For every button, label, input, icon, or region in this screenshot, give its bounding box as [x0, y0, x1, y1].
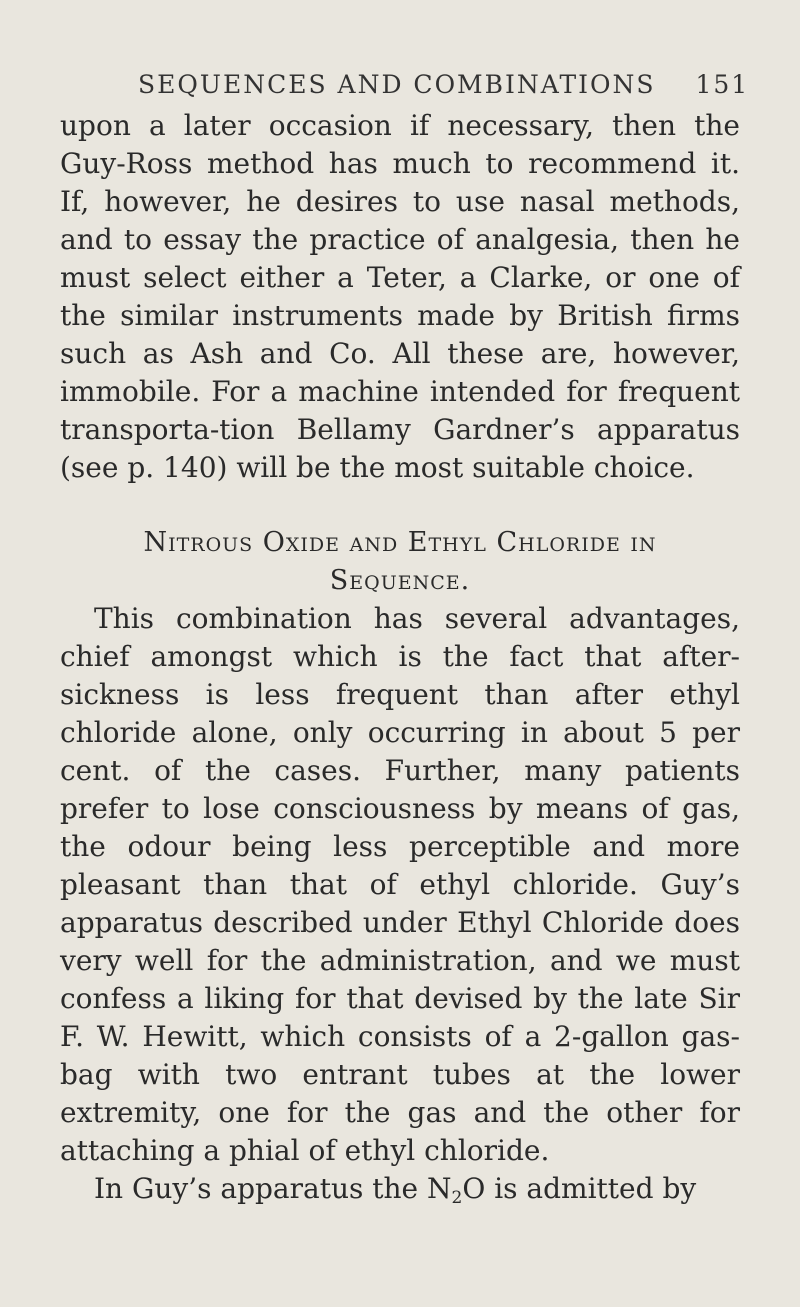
top-paragraph-block — [60, 107, 740, 487]
top-paragraph: upon a later occasion if necessary, then the Guy-Ross method has much to recommend it. If, however, he desires to use nasal methods, and to essay the practice of analgesia, then he must select either a Teter, a Clarke, or one of the similar instruments made by British firms such as Ash and Co. All these are, however, immobile. For a machine intended for frequent transporta-tion Bellamy Gardner’s apparatus (see p. 140) will be the most suitable choice. — [60, 109, 740, 484]
page-number: 151 — [695, 70, 750, 99]
paragraph-2-text-start: In Guy’s apparatus the N — [94, 1172, 452, 1205]
section-body — [60, 600, 740, 1208]
paragraph-2-text-end: O is admitted by — [462, 1172, 697, 1205]
running-head — [138, 70, 750, 99]
section-paragraph-2 — [60, 1170, 740, 1208]
section-heading — [60, 524, 740, 600]
subscript-two: 2 — [451, 1188, 463, 1208]
section-heading-line-2: Sequence. — [329, 565, 471, 596]
section-heading-line-1: Nitrous Oxide and Ethyl Chloride in — [143, 527, 657, 558]
section-paragraph-1: This combination has several advantages, chief amongst which is the fact that after-sickness is less frequent than after ethyl chloride alone, only occurring in about 5 per cent. of the cases. Further, many patients prefer to lose consciousness by means of gas, the odour being less perceptible and more pleasant than that of ethyl chloride. Guy’s apparatus described under Ethyl Chloride does very well for the administration, and we must confess a liking for that devised by the late Sir F. W. Hewitt, which consists of a 2-gallon gas-bag with two entrant tubes at the lower extremity, one for the gas and the other for attaching a phial of ethyl chloride. — [60, 602, 740, 1167]
running-head-title: SEQUENCES AND COMBINATIONS — [138, 70, 656, 99]
